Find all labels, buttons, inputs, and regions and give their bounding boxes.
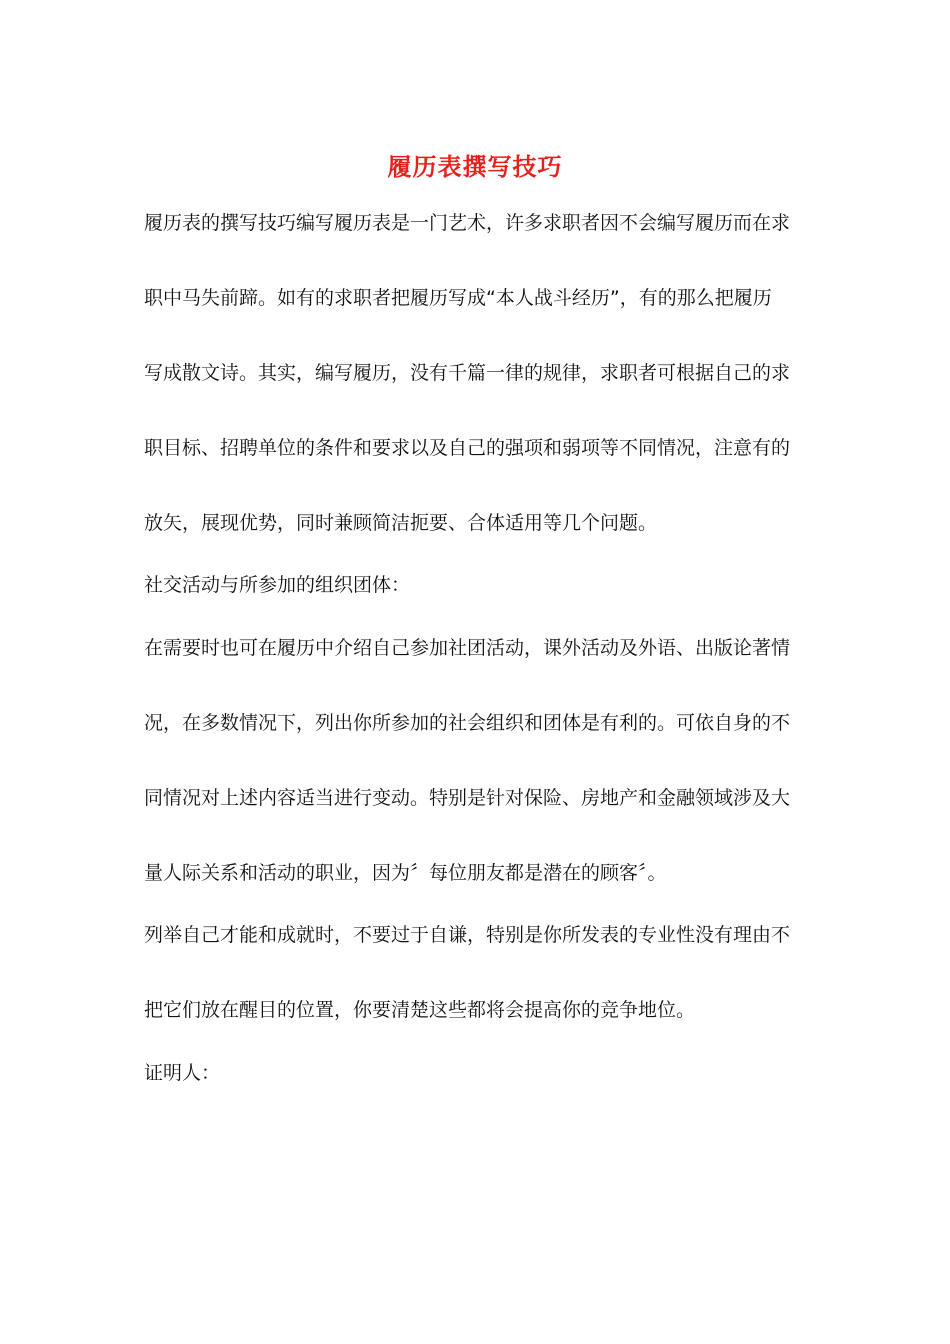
document-title: 履历表撰写技巧	[387, 152, 563, 181]
body-line: 列举自己才能和成就时，不要过于自谦，特别是你所发表的专业性没有理由不	[144, 924, 791, 946]
body-line: 同情况对上述内容适当进行变动。特别是针对保险、房地产和金融领域涉及大	[144, 787, 791, 809]
body-line: 放矢，展现优势，同时兼顾简洁扼要、合体适用等几个问题。	[144, 512, 658, 534]
body-line: 把它们放在醒目的位置，你要清楚这些都将会提高你的竞争地位。	[144, 999, 696, 1021]
body-line: 履历表的撰写技巧编写履历表是一门艺术，许多求职者因不会编写履历而在求	[144, 212, 791, 234]
body-line: 况，在多数情况下，列出你所参加的社会组织和团体是有利的。可依自身的不	[144, 712, 791, 734]
body-line: 写成散文诗。其实，编写履历，没有千篇一律的规律，求职者可根据自己的求	[144, 362, 791, 384]
section-heading: 社交活动与所参加的组织团体：	[144, 574, 411, 596]
body-line: 在需要时也可在履历中介绍自己参加社团活动，课外活动及外语、出版论著情	[144, 637, 791, 659]
body-line: 职中马失前蹄。如有的求职者把履历写成“本人战斗经历”，有的那么把履历	[144, 287, 772, 309]
body-line: 职目标、招聘单位的条件和要求以及自己的强项和弱项等不同情况，注意有的	[144, 437, 791, 459]
body-line: 量人际关系和活动的职业，因为〞每位朋友都是潜在的顾客〞。	[144, 862, 667, 884]
section-heading: 证明人：	[144, 1062, 221, 1084]
